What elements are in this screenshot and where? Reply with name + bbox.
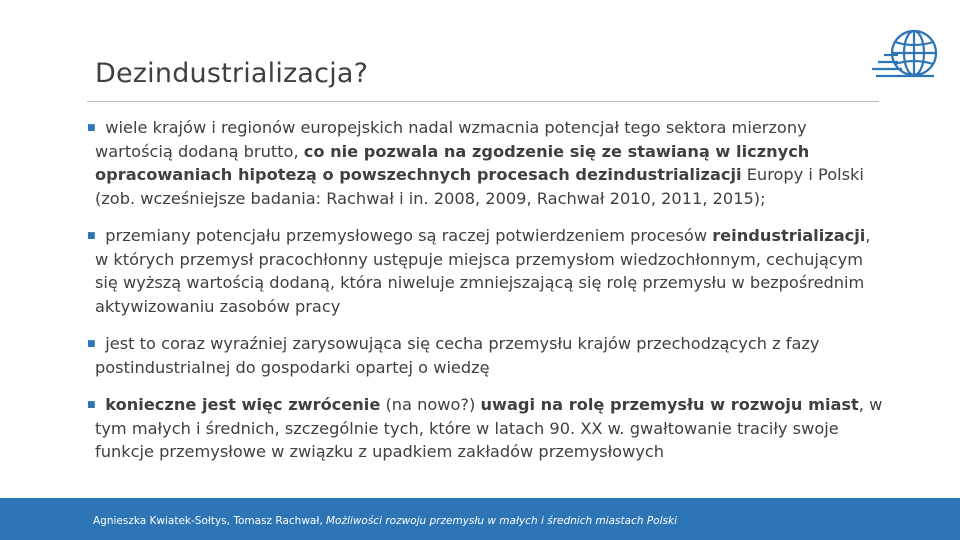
bullet-text-run: przemiany potencjału przemysłowego są raczej potwierdzeniem procesów <box>105 226 713 245</box>
bullet-text-bold: konieczne jest więc zwrócenie <box>105 395 381 414</box>
bullet-text-run: (na nowo?) <box>380 395 481 414</box>
globe-icon <box>868 22 944 88</box>
title-divider <box>87 101 879 102</box>
square-bullet-icon: ■ <box>87 339 96 349</box>
bullet-text-run: Europy i Polski (zob. wcześniejsze badania: Rachwał i in. 2008, 2009, Rachwał 2010, 2011, 2015); <box>95 165 864 208</box>
bullet-text-bold: uwagi na rolę przemysłu w rozwoju miast <box>480 395 859 414</box>
bullet-text-run: wiele krajów i regionów europejskich nadal wzmacnia potencjał tego sektora mierzony wartością dodaną brutto, <box>95 118 807 161</box>
bullet-item <box>87 116 887 210</box>
bullet-item <box>87 393 887 464</box>
footer-citation <box>93 515 677 527</box>
square-bullet-icon: ■ <box>87 123 96 133</box>
slide-title: Dezindustrializacja? <box>95 58 369 89</box>
bullet-text-run: , w tym małych i średnich, szczególnie tych, które w latach 90. XX w. gwałtowanie traciły swoje funkcje przemysłowe w związku z upadkiem zakładów przemysłowych <box>95 395 883 461</box>
footer-bar <box>0 498 960 540</box>
bullet-list <box>87 116 887 478</box>
bullet-text <box>95 393 887 464</box>
footer-authors: Agnieszka Kwiatek-Sołtys, Tomasz Rachwał, <box>93 515 326 527</box>
bullet-text-bold: reindustrializacji <box>712 226 866 245</box>
square-bullet-icon: ■ <box>87 400 96 410</box>
footer-work-title: Możliwości rozwoju przemysłu w małych i średnich miastach Polski <box>326 515 677 527</box>
bullet-text-run: jest to coraz wyraźniej zarysowująca się cecha przemysłu krajów przechodzących z fazy postindustrialnej do gospodarki opartej o wiedzę <box>95 334 820 377</box>
square-bullet-icon: ■ <box>87 231 96 241</box>
bullet-text <box>95 332 887 379</box>
bullet-item <box>87 332 887 379</box>
bullet-item <box>87 224 887 318</box>
bullet-text <box>95 116 887 210</box>
bullet-text <box>95 224 887 318</box>
bullet-text-bold: co nie pozwala na zgodzenie się ze stawianą w licznych opracowaniach hipotezą o powszechnych procesach dezindustrializacji <box>95 141 810 184</box>
bullet-text-run: , w których przemysł pracochłonny ustępuje miejsca przemysłom wiedzochłonnym, cechującym się wyższą wartością dodaną, która niweluje zmniejszającą się rolę przemysłu w bezpośrednim aktywizowaniu zasobów pracy <box>95 226 871 316</box>
